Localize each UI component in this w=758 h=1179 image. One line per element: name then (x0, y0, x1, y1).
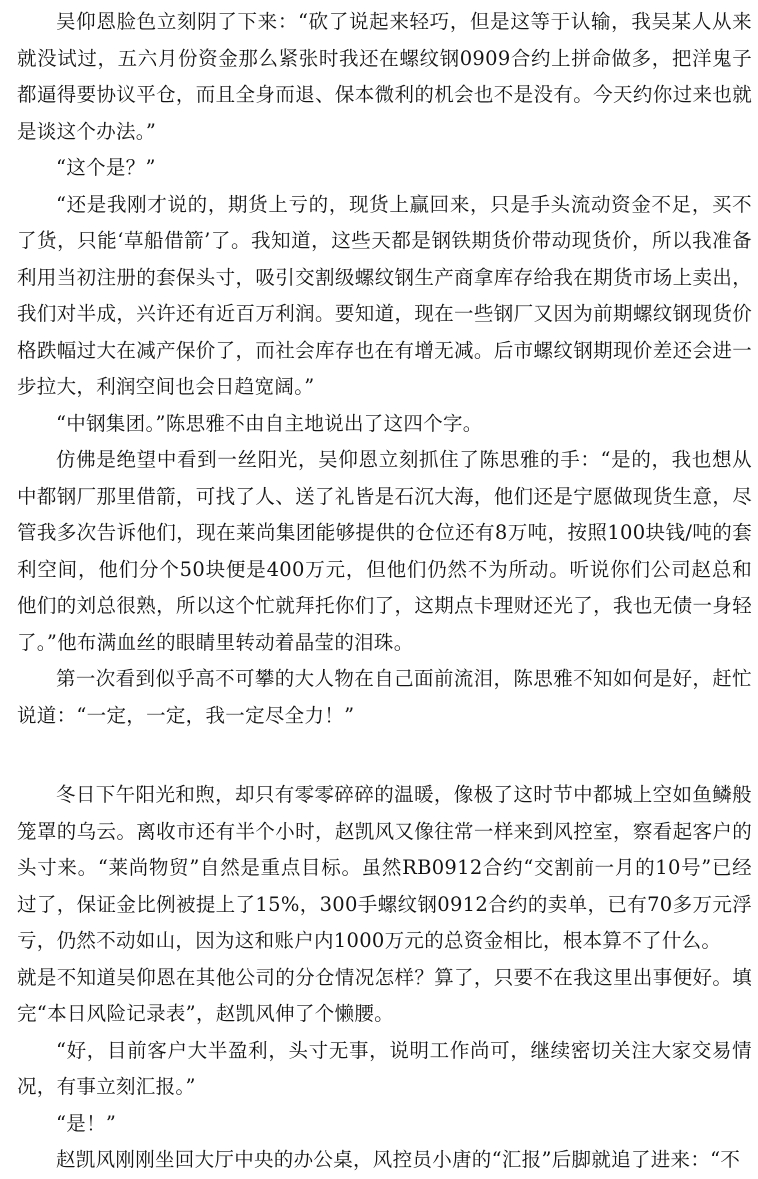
paragraph-2: “这个是？” (56, 156, 156, 179)
paragraph-3: “还是我刚才说的，期货上亏的，现货上赢回来，只是手头流动资金不足，买不了货，只能‘草船借箭’了。我知道，这些天都是钢铁期货价带动现货价，所以我准备利用当初注册的套保头寸，吸引交割级螺纹钢生产商拿库存给我在期货市场上卖出，我们对半成，兴许还有近百万利润。要知道，现在一些钢厂又因为前期螺纹钢现货价格跌幅过大在减产保价了，而社会库存也在有增无减。后市螺纹钢期现价差还会进一步拉大，利润空间也会日趋宽阔。” (17, 192, 752, 398)
paragraph-11: 赵凯风刚刚坐回大厅中央的办公桌，风控员小唐的“汇报”后脚就追了进来：“不 (56, 1148, 741, 1171)
paragraph-9: “好，目前客户大半盈利，头寸无事，说明工作尚可，继续密切关注大家交易情况，有事立刻汇报。” (17, 1038, 752, 1098)
paragraph-8: 就是不知道吴仰恩在其他公司的分仓情况怎样？算了，只要不在我这里出事便好。填完“本日风险记录表”，赵凯风伸了个懒腰。 (17, 965, 752, 1025)
paragraph-6: 第一次看到似乎高不可攀的大人物在自己面前流泪，陈思雅不知如何是好，赶忙说道：“一定，一定，我一定尽全力！” (17, 667, 752, 727)
paragraph-4: “中钢集团。”陈思雅不由自主地说出了这四个字。 (56, 411, 483, 435)
section-break (17, 734, 752, 777)
paragraph-5: 仿佛是绝望中看到一丝阳光，吴仰恩立刻抓住了陈思雅的手：“是的，我也想从中都钢厂那里借箭，可找了人、送了礼皆是石沉大海，他们还是宁愿做现货生意，尽管我多次告诉他们，现在莱尚集团能够提供的仓位还有8万吨，按照100块钱/吨的套利空间，他们分个50块便是400万元，但他们仍然不为所动。听说你们公司赵总和他们的刘总很熟，所以这个忙就拜托你们了，这期点卡理财还光了，我也无债一身轻了。”他布满血丝的眼睛里转动着晶莹的泪珠。 (17, 448, 752, 654)
document-page (17, 4, 752, 1179)
paragraph-7: 冬日下午阳光和煦，却只有零零碎碎的温暖，像极了这时节中都城上空如鱼鳞般笼罩的乌云。离收市还有半个小时，赵凯风又像往常一样来到风控室，察看起客户的头寸来。“莱尚物贸”自然是重点目标。虽然RB0912合约“交割前一月的10号”已经过了，保证金比例被提上了15%，300手螺纹钢0912合约的卖单，已有70多万元浮亏，仍然不动如山，因为这和账户内1000万元的总资金相比，根本算不了什么。 (17, 783, 752, 952)
paragraph-10: “是！” (56, 1111, 117, 1135)
paragraph-1: 吴仰恩脸色立刻阴了下来：“砍了说起来轻巧，但是这等于认输，我吴某人从来就没试过，五六月份资金那么紧张时我还在螺纹钢0909合约上拼命做多，把洋鬼子都逼得要协议平仓，而且全身而退、保本微利的机会也不是没有。今天约你过来也就是谈这个办法。” (17, 10, 752, 143)
